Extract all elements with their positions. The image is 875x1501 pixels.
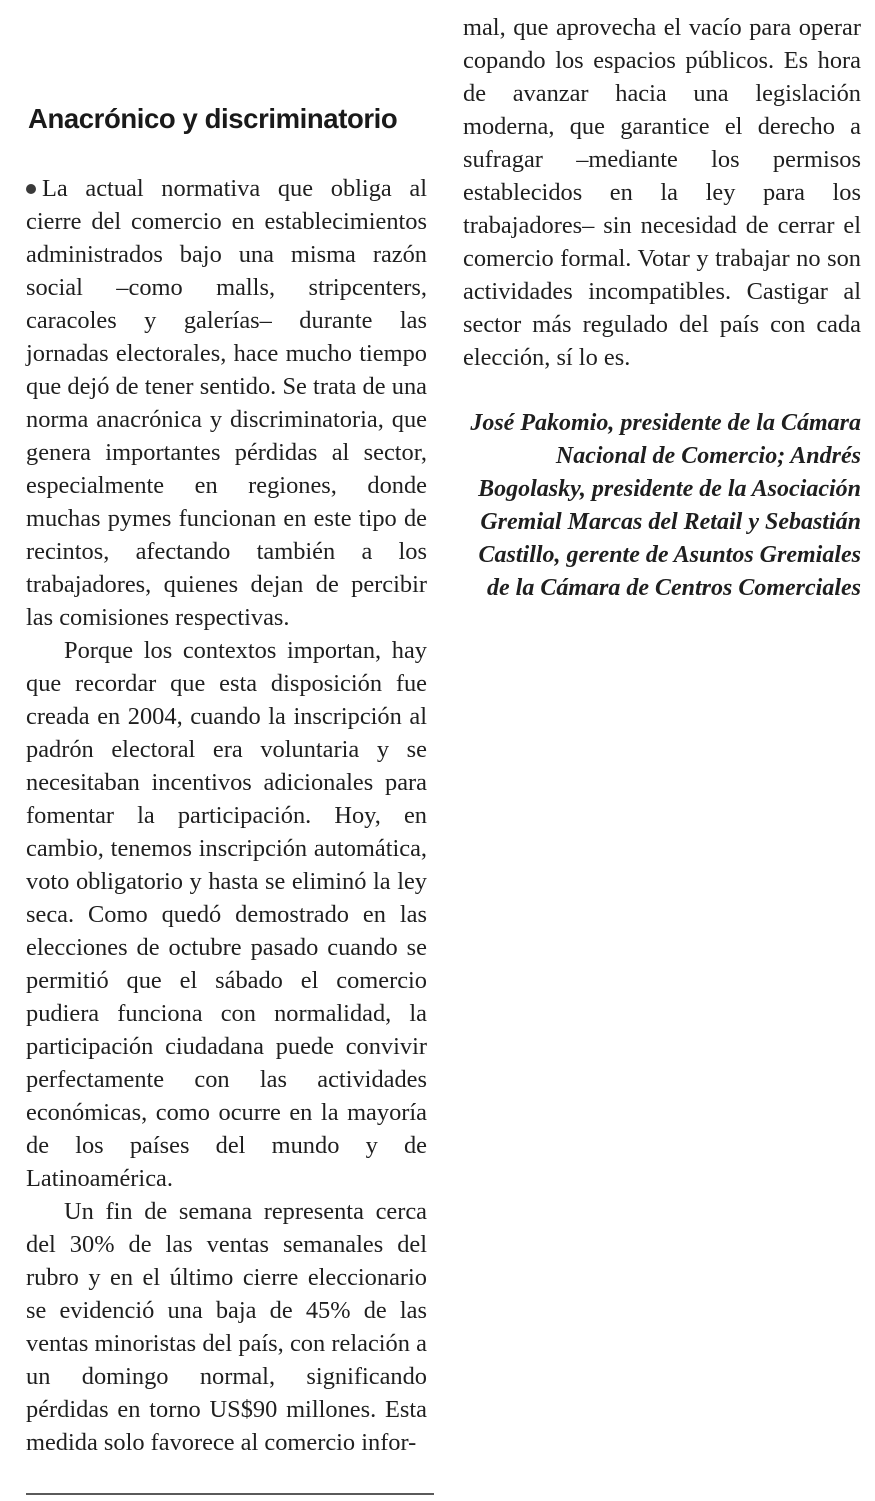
bullet-icon bbox=[26, 184, 36, 194]
bottom-divider bbox=[26, 1493, 434, 1495]
article-paragraph-3-continued: mal, que aprovecha el vacío para operar copando los espacios públicos. Es hora de avanzar hacia una legislación moderna, que garantice el derecho a sufragar –mediante los permisos establecidos en la ley para los trabajadores– sin necesidad de cerrar el comercio formal. Votar y trabajar no son actividades incompatibles. Castigar al sector más regulado del país con cada elección, sí lo es. bbox=[463, 14, 861, 371]
article-paragraph-3: Un fin de semana representa cerca del 30% de las ventas semanales del rubro y en el último cierre eleccionario se evidenció una baja de 45% de las ventas minoristas del país, con relación a un domingo normal, significando pérdidas en torno US$90 millones. Esta medida solo favorece al comercio infor- bbox=[26, 1198, 427, 1456]
article-paragraph-2: Porque los contextos importan, hay que recordar que esta disposición fue creada en 2004, cuando la inscripción al padrón electoral era voluntaria y se necesitaban incentivos adicionales para fomentar la participación. Hoy, en cambio, tenemos inscripción automática, voto obligatorio y hasta se eliminó la ley seca. Como quedó demostrado en las elecciones de octubre pasado cuando se permitió que el sábado el comercio pudiera funciona con normalidad, la participación ciudadana puede convivir perfectamente con las actividades económicas, como ocurre en la mayoría de los países del mundo y de Latinoamérica. bbox=[26, 637, 427, 1192]
paragraph-1-text: La actual normativa que obliga al cierre del comercio en establecimientos administrados bajo una misma razón social –como malls, stripcenters, caracoles y galerías– durante las jornadas electorales, hace mucho tiempo que dejó de tener sentido. Se trata de una norma anacrónica y discriminatoria, que genera importantes pérdidas al sector, especialmente en regiones, donde muchas pymes funcionan en este tipo de recintos, afectando también a los trabajadores, quienes dejan de percibir las comisiones respectivas. bbox=[26, 175, 427, 631]
article-signature: José Pakomio, presidente de la Cámara Nacional de Comercio; Andrés Bogolasky, presidente de la Asociación Gremial Marcas del Retail y Sebastián Castillo, gerente de Asuntos Gremiales de la Cámara de Centros Comerciales bbox=[470, 410, 861, 601]
article-column-left bbox=[26, 172, 427, 1459]
article-paragraph-1 bbox=[26, 172, 427, 634]
article-column-right bbox=[463, 11, 861, 374]
article-headline: Anacrónico y discriminatorio bbox=[28, 103, 398, 134]
